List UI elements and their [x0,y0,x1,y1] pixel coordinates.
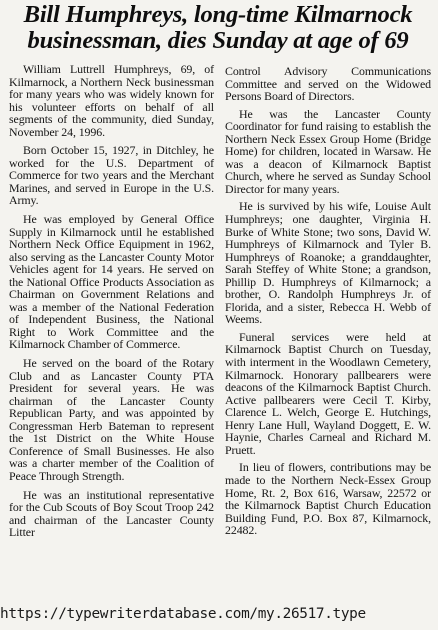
article-paragraph: In lieu of flowers, contributions may be made to the Northern Neck-Essex Group Home, Rt. 2, Box 616, Warsaw, 22572 or the Kilmarnock Baptist Church Education Building Fund, P.O. Box 87, Kilmarnock, 22482. [225,460,431,538]
article-paragraph: He was employed by General Office Supply in Kilmarnock until he established Northern Neck Office Equipment in 1962, also serving as the Lancaster County Motor Vehicles agent for 14 years. He served on the National Office Products Association as Chairman on Government Relations and was a member of the National Federation of Independent Business, the National Right to Work Committee and the Kilmarnock Chamber of Commerce. [9,212,214,352]
article-paragraph: Funeral services were held at Kilmarnock Baptist Church on Tuesday, with interment in the Woodlawn Cemetery, Kilmarnock. Honorary pallbearers were deacons of the Kilmarnock Baptist Church. Active pallbearers were Cecil T. Kirby, Clarence L. Welch, George E. Hutchings, Henry Lane Hull, Wayland Doggett, E. W. Haynie, Charles Carneal and Richard M. Pruett. [225,329,431,457]
article-paragraph: He served on the board of the Rotary Club and as Lancaster County PTA President for several years. He was chairman of the Lancaster County Republican Party, and was appointed by Congressman Herb Bateman to represent the 1st District on the White House Conference of Small Businesses. He also was a charter member of the Coalition of Peace Through Strength. [9,356,214,483]
article-paragraph: William Luttrell Humphreys, 69, of Kilmarnock, a Northern Neck businessman for many years who was widely known for his volunteer efforts on behalf of all segments of the community, died Sunday, November 24, 1996. [9,62,214,139]
article-paragraph: He was the Lancaster County Coordinator for fund raising to establish the Northern Neck Essex Group Home (Bridge Home) for children, located in Warsaw. He was a deacon of Kilmarnock Baptist Church, where he served as Sunday School Director for many years. [225,106,431,196]
article-paragraph: He is survived by his wife, Louise Ault Humphreys; one daughter, Virginia H. Burke of White Stone; two sons, David W. Humphreys of Kilmarnock and Tyler B. Humphreys of Roanoke; a granddaughter, Sarah Steffey of White Stone; a grandson, Phillip D. Humphreys of Kilmarnock; a brother, O. Randolph Humphreys Jr. of Florida, and a sister, Rebecca H. Webb of Weems. [225,199,431,327]
article-left-column [9,63,214,545]
article-headline: Bill Humphreys, long-time Kilmarnock businessman, dies Sunday at age of 69 [23,1,413,54]
article-paragraph: He was an institutional representative for the Cub Scouts of Boy Scout Troop 242 and chairman of the Lancaster County Litter [9,487,214,540]
article-paragraph-continued: Control Advisory Communications Committee and served on the Widowed Persons Board of Directors. [225,64,431,104]
article-paragraph: Born October 15, 1927, in Ditchley, he worked for the U.S. Department of Commerce for two years and the Merchant Marines, and served in Europe in the U.S. Army. [9,143,214,208]
article-right-column [225,65,431,542]
source-url-watermark: https://typewriterdatabase.com/my.26517.type [0,606,366,622]
